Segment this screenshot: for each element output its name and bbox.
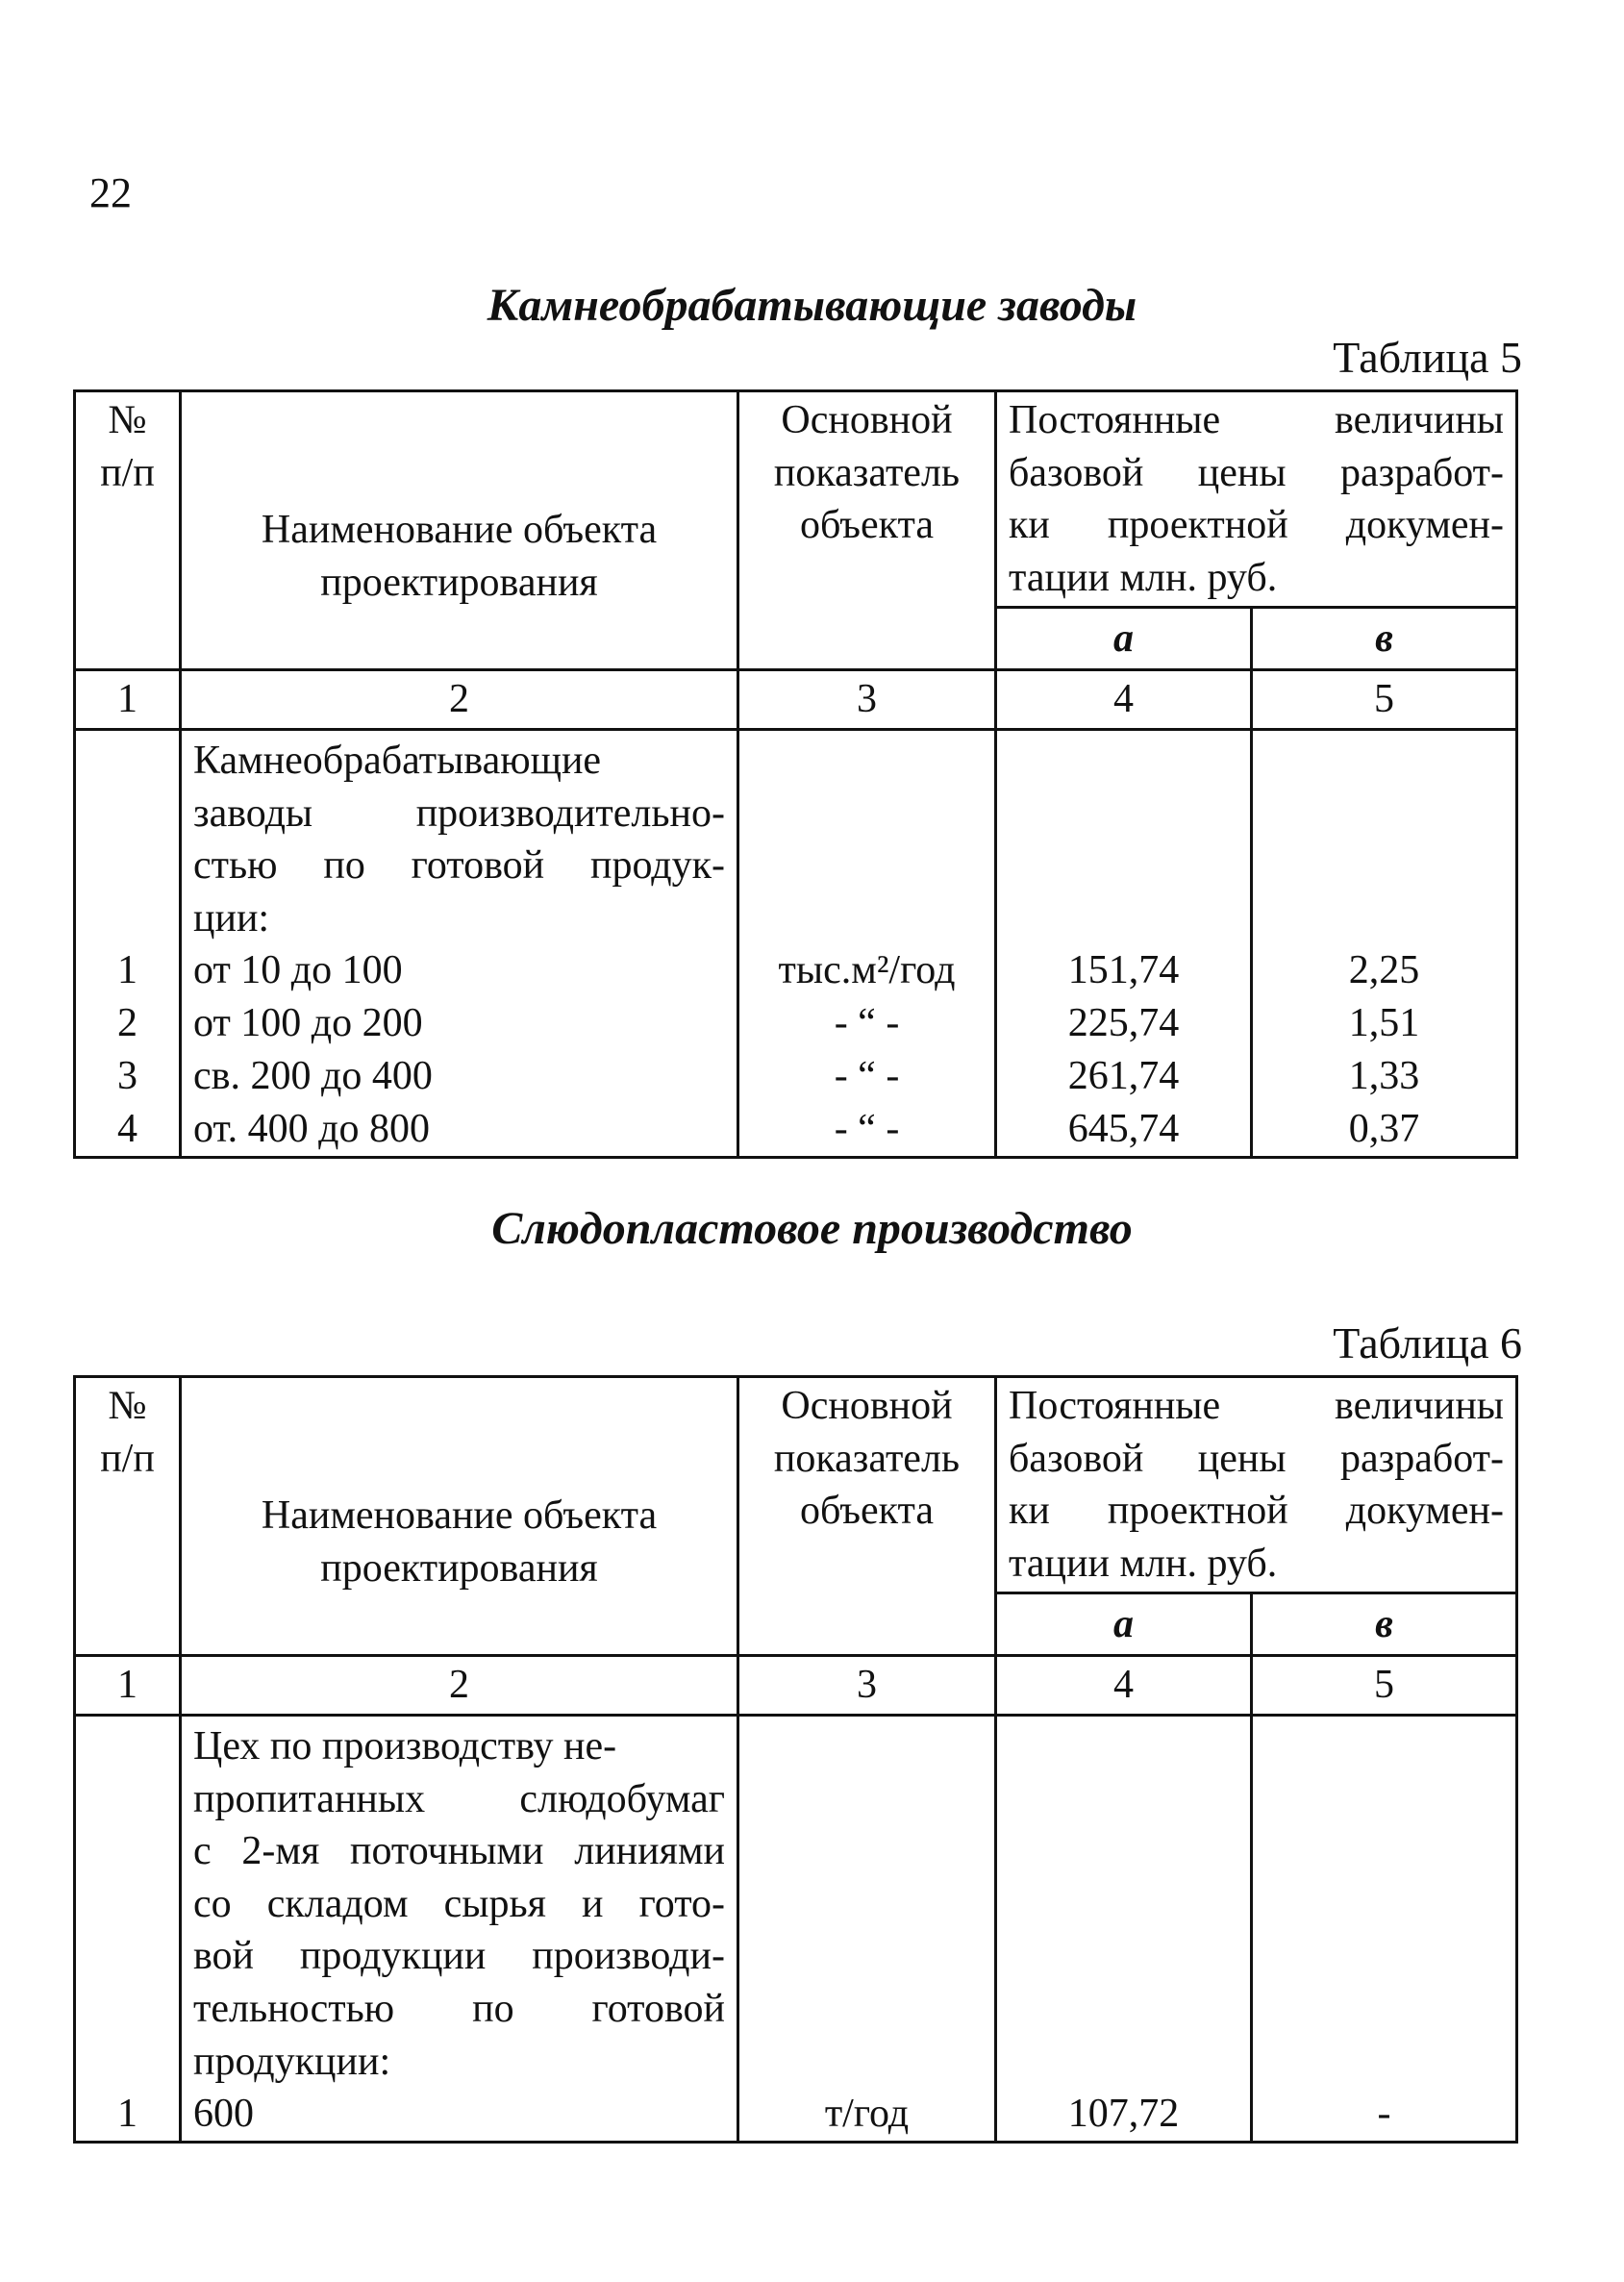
data-a-cell bbox=[996, 729, 1252, 1157]
header-values-cell bbox=[996, 1377, 1517, 1593]
row-name: св. 200 до 400 bbox=[193, 1054, 433, 1099]
column-number-cell: 1 bbox=[75, 1656, 181, 1716]
header-values-line: базовой цены разработ- bbox=[1009, 1436, 1505, 1481]
subheader-a: а bbox=[996, 608, 1252, 670]
table-label: Таблица 5 bbox=[1333, 333, 1522, 382]
data-unit-cell bbox=[738, 1715, 996, 2142]
data-table bbox=[73, 389, 1518, 1159]
group-description-line: с 2-мя поточными линиями bbox=[193, 1829, 725, 1874]
header-name-line: проектирования bbox=[320, 560, 598, 605]
row-num: 1 bbox=[117, 2092, 137, 2137]
row-unit: т/год bbox=[824, 2092, 910, 2137]
header-num-line: п/п bbox=[100, 1436, 155, 1481]
row-num: 4 bbox=[117, 1107, 137, 1152]
data-a-cell bbox=[996, 1715, 1252, 2142]
header-values-line: тации млн. руб. bbox=[1009, 1541, 1278, 1586]
subheader-b: в bbox=[1252, 608, 1517, 670]
header-name-line: Наименование объекта bbox=[261, 1493, 658, 1539]
header-num-cell bbox=[75, 1377, 181, 1656]
group-description-line: вой продукции производи- bbox=[193, 1934, 725, 1979]
row-name: от 10 до 100 bbox=[193, 948, 403, 993]
row-name: от. 400 до 800 bbox=[193, 1107, 431, 1152]
data-unit-cell bbox=[738, 729, 996, 1157]
group-description-line: продукции: bbox=[193, 2039, 391, 2084]
column-number-cell: 4 bbox=[996, 1656, 1252, 1716]
group-description-line: заводы производительно- bbox=[193, 790, 725, 836]
header-indicator-line: объекта bbox=[799, 503, 935, 548]
row-value-b: - bbox=[1377, 2092, 1391, 2137]
header-values-line: ки проектной докумен- bbox=[1009, 503, 1505, 548]
header-values-cell bbox=[996, 391, 1517, 608]
column-number-cell: 1 bbox=[75, 670, 181, 730]
data-name-cell bbox=[181, 1715, 738, 2142]
header-name-line: Наименование объекта bbox=[261, 508, 658, 553]
header-values-line: тации млн. руб. bbox=[1009, 555, 1278, 600]
subheader-b: в bbox=[1252, 1593, 1517, 1656]
header-indicator-line: Основной bbox=[781, 1384, 953, 1428]
group-description-line: Камнеобрабатывающие bbox=[193, 738, 602, 783]
header-values-line: ки проектной докумен- bbox=[1009, 1489, 1505, 1534]
header-row bbox=[75, 1377, 1517, 1593]
page-number: 22 bbox=[89, 169, 132, 216]
row-value-a: 151,74 bbox=[1067, 948, 1180, 993]
group-description-line: со складом сырья и гото- bbox=[193, 1881, 725, 1926]
row-unit: - “ - bbox=[834, 1054, 900, 1099]
column-number-cell: 5 bbox=[1252, 670, 1517, 730]
header-indicator-line: показатель bbox=[773, 1436, 961, 1481]
row-value-b: 0,37 bbox=[1348, 1107, 1420, 1152]
column-number-cell: 4 bbox=[996, 670, 1252, 730]
row-unit: - “ - bbox=[834, 1107, 900, 1152]
data-b-cell bbox=[1252, 729, 1517, 1157]
row-unit: тыс.м²/год bbox=[778, 948, 956, 993]
row-value-b: 2,25 bbox=[1348, 948, 1420, 993]
column-numbers-row bbox=[75, 1656, 1517, 1716]
header-num-cell bbox=[75, 391, 181, 670]
data-table bbox=[73, 1375, 1518, 2144]
row-value-a: 261,74 bbox=[1067, 1054, 1180, 1099]
row-value-a: 107,72 bbox=[1067, 2092, 1180, 2137]
table-label: Таблица 6 bbox=[1333, 1318, 1522, 1367]
data-num-cell bbox=[75, 1715, 181, 2142]
section-title: Слюдопластовое производство bbox=[491, 1203, 1133, 1254]
header-indicator-line: показатель bbox=[773, 450, 961, 495]
row-num: 2 bbox=[117, 1001, 137, 1046]
column-number-cell: 3 bbox=[738, 1656, 996, 1716]
row-value-a: 225,74 bbox=[1067, 1001, 1180, 1046]
header-values-line: Постоянные величины bbox=[1009, 1384, 1505, 1428]
row-num: 3 bbox=[117, 1054, 137, 1099]
data-row bbox=[75, 1715, 1517, 2142]
header-indicator-cell bbox=[738, 1377, 996, 1656]
group-description-line: пропитанных слюдобумаг bbox=[193, 1776, 725, 1821]
column-number-cell: 5 bbox=[1252, 1656, 1517, 1716]
row-unit: - “ - bbox=[834, 1001, 900, 1046]
data-num-cell bbox=[75, 729, 181, 1157]
column-numbers-row bbox=[75, 670, 1517, 730]
header-indicator-line: объекта bbox=[799, 1489, 935, 1534]
section-title: Камнеобрабатывающие заводы bbox=[487, 280, 1137, 331]
header-indicator-cell bbox=[738, 391, 996, 670]
row-value-b: 1,51 bbox=[1348, 1001, 1420, 1046]
column-number-cell: 2 bbox=[181, 670, 738, 730]
group-description-line: ции: bbox=[193, 895, 270, 940]
column-number-cell: 2 bbox=[181, 1656, 738, 1716]
row-value-a: 645,74 bbox=[1067, 1107, 1180, 1152]
header-num-line: № bbox=[108, 398, 147, 442]
header-name-cell bbox=[181, 1377, 738, 1656]
data-name-cell bbox=[181, 729, 738, 1157]
row-value-b: 1,33 bbox=[1348, 1054, 1420, 1099]
group-description-line: Цех по производству не- bbox=[193, 1723, 617, 1768]
row-name: от 100 до 200 bbox=[193, 1001, 423, 1046]
data-row bbox=[75, 729, 1517, 1157]
row-num: 1 bbox=[117, 948, 137, 993]
subheader-a: а bbox=[996, 1593, 1252, 1656]
header-values-line: базовой цены разработ- bbox=[1009, 450, 1505, 495]
header-num-line: № bbox=[108, 1384, 147, 1428]
column-number-cell: 3 bbox=[738, 670, 996, 730]
data-b-cell bbox=[1252, 1715, 1517, 2142]
header-name-cell bbox=[181, 391, 738, 670]
header-indicator-line: Основной bbox=[781, 398, 953, 442]
group-description-line: тельностью по готовой bbox=[193, 1986, 725, 2031]
header-num-line: п/п bbox=[100, 450, 155, 495]
group-description bbox=[182, 731, 737, 944]
row-name: 600 bbox=[193, 2092, 254, 2137]
header-values-line: Постоянные величины bbox=[1009, 398, 1505, 442]
header-row bbox=[75, 391, 1517, 608]
group-description-line: стью по готовой продук- bbox=[193, 843, 725, 889]
group-description bbox=[182, 1717, 737, 2088]
header-name-line: проектирования bbox=[320, 1545, 598, 1591]
